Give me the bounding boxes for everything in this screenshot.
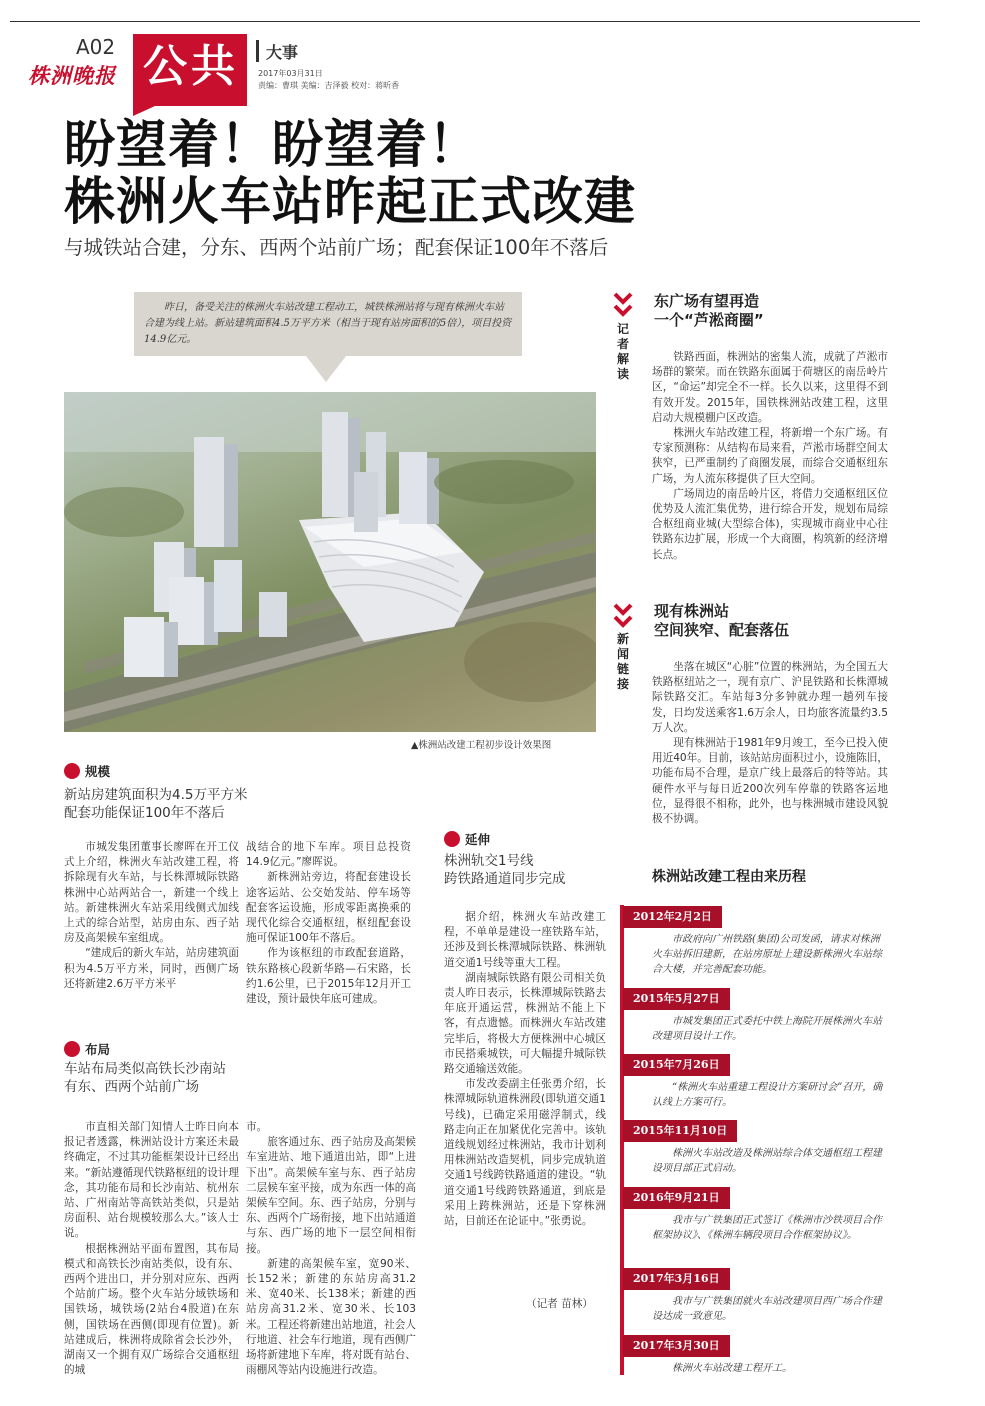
rail2-body [652,660,888,827]
chevron-down-icon [613,603,633,633]
layout-col1-p1: 市直相关部门知情人士昨日向本报记者透露，株洲站设计方案还未最终确定，不过其功能框架设计已经出来。“新站遵循现代铁路枢纽的设计理念，其功能布局和长沙南站、杭州东站、广州南站等高铁站类似，只是站房面积、站台规模较那么大。”该人士说。 [64,1121,239,1240]
headline-line1: 盼望着！盼望着！ [64,116,481,175]
rail2-p2: 现有株洲站于1981年9月竣工，至今已投入使用近40年。目前，该站站房面积过小，设施陈旧，功能布局不合理，是京广线上最落后的特等站。其硬件水平与每日近200次列车停靠的铁路客运地位，显得很不相称，此外，也与株洲城市建设风貌极不协调。 [652,737,888,826]
editor-credits: 责编：曹琪 美编：吉泽毅 校对：蒋昕香 [258,81,400,90]
scale-col1-p2: “建成后的新火车站，站房建筑面积为4.5万平方米，同时，西侧广场还将新建2.6万平方米平 [64,947,239,990]
layout-col1 [64,1120,239,1378]
scale-tag: 规模 [85,764,111,779]
scale-dot [64,763,80,779]
layout-sub2: 有东、西两个站前广场 [64,1079,199,1095]
extend-subtitle [444,852,566,888]
headline-line2: 株洲火车站昨起正式改建 [64,173,637,232]
rail1-title2: 一个“芦淞商圈” [654,311,764,329]
extend-p3: 市发改委副主任张勇介绍，长株潭城际轨道株洲段(即轨道交通1号线)，已确定采用磁浮制式，线路走向正在加紧优化完善中。该轨道线规划经过株洲站，我市计划利用株洲站改造契机，同步完成轨道交通1号线跨铁路通道的建设。“轨道交通1号线跨铁路通道，到底是采用上跨株洲站，还是下穿株洲站，目前还在论证中。”张勇说。 [444,1078,606,1228]
chevron-down-icon [613,292,633,322]
timeline-date-6: 2017年3月16日 [623,1268,730,1290]
column-label: 大事 [266,43,299,62]
photo-caption: ▲株洲站改建工程初步设计效果图 [411,740,552,751]
timeline-text-1: 市政府向广州铁路(集团)公司发函，请求对株洲火车站拆旧建新，在站房原址上建设新株洲火车站综合大楼，并完善配套功能。 [652,934,882,975]
layout-col2-p3: 新建的高架候车室，宽90米、长152米；新建的东站房高31.2米、宽40米、长138米；新建的西站房高31.2米、宽30米、长103米。工程还将新建出站地道，社会人行地道、社会车行地道，现有西侧广场将新建地下车库，将对既有站台、雨棚风等站内设施进行改造。 [246,1257,416,1377]
scale-section-head [64,762,110,780]
rail1-p3: 广场周边的南岳岭片区，将借力交通枢纽区位优势及人流汇集优势，进行综合开发，规划布局综合枢纽商业城(大型综合体)，实现城市商业中心往铁路东边扩展，形成一个大商圈，构筑新的经济增长点。 [652,487,888,561]
timeline-text-3: “株洲火车站重建工程设计方案研讨会”召开，确认线上方案可行。 [652,1082,883,1108]
scale-col2 [246,840,411,1007]
timeline-text-6: 我市与广铁集团就火车站改建项目西广场合作建设达成一致意见。 [652,1296,882,1322]
extend-sub2: 跨铁路通道同步完成 [444,871,566,887]
scale-col1-p1: 市城发集团董事长廖晖在开工仪式上介绍，株洲火车站改建工程，将拆除现有火车站，与长株潭城际铁路株洲中心站两站合一，新建一个线上站。新建株洲火车站采用线侧式加线上式的综合站型，站房由东、西子站房及高架候车室组成。 [64,841,239,945]
lead-box [134,292,522,356]
extend-sub1: 株洲轨交1号线 [444,853,534,869]
timeline-text-4: 株洲火车站改造及株洲站综合体交通枢纽工程建设项目部正式启动。 [652,1148,882,1174]
scale-sub2: 配套功能保证100年不落后 [64,805,225,821]
rail1-p1: 铁路西面，株洲站的密集人流，成就了芦淞市场群的繁荣。而在铁路东面属于荷塘区的南岳岭片区，“命运”却完全不一样。长久以来，这里得不到有效开发。2015年，国铁株洲站改建工程，这里启动大规模棚户区改造。 [652,351,888,424]
rail1-p2: 株洲火车站改建工程，将新增一个东广场。有专家预测称：从结构布局来看，芦淞市场群空间太狭窄，已严重制约了商圈发展，而综合交通枢纽东广场，为人流东移提供了巨大空间。 [652,427,888,485]
extend-byline: （记者 苗林） [526,1298,593,1310]
layout-col1-p2: 根据株洲站平面布置图，其布局模式和高铁长沙南站类似，设有东、西两个进出口，并分别对应东、西两个站前广场。整个火车站分域铁场和国铁场，城铁场(2站台4股道)在东侧，国铁场在西侧(即现有位置)。新站建成后，株洲将成除省会长沙外，湖南又一个拥有双广场综合交通枢纽的城 [64,1242,239,1377]
timeline-date-4: 2015年11月10日 [623,1120,737,1142]
extend-body [444,910,606,1229]
layout-section-head [64,1040,110,1058]
rail1-body [652,350,888,563]
rail2-title [654,602,789,640]
timeline-date-1: 2012年2月2日 [623,906,722,928]
section-badge [133,34,247,106]
rail2-title1: 现有株洲站 [654,602,730,620]
rail1-title1: 东广场有望再造 [654,292,760,310]
extend-tag: 延伸 [465,832,491,847]
rail1-label: 记者解读 [617,322,630,381]
timeline-text-2: 市城发集团正式委托中铁上海院开展株洲火车站改建项目设计工作。 [652,1016,882,1042]
extend-p1: 据介绍，株洲火车站改建工程，不单单是建设一座铁路车站，还涉及到长株潭城际铁路、株洲轨道交通1号线等重大工程。 [444,911,606,969]
layout-subtitle [64,1060,226,1096]
rail2-label: 新闻链接 [617,632,630,691]
scale-subtitle [64,786,247,822]
extend-dot [444,831,460,847]
timeline-title: 株洲站改建工程由来历程 [652,869,806,885]
rail1-chevrons [613,292,633,326]
layout-col2 [246,1120,416,1378]
layout-col2-p2: 旅客通过东、西子站房及高架候车室进站、地下通道出站，即“上进下出”。高架候车室与东、西子站房二层候车室平接，成为东西一体的高架候车空间。东、西子站房，分别与东、西两个广场衔接，地下出站通道与东、西广场的地下一层空间相衔接。 [246,1136,416,1255]
paper-logo: 株洲晚报 [28,63,116,88]
scale-col1 [64,840,239,992]
layout-col2-p1: 市。 [246,1121,268,1133]
rendering-svg [64,392,596,732]
timeline-date-7: 2017年3月30日 [623,1335,730,1357]
rail1-title [654,292,764,330]
masthead-divider [256,40,259,62]
rail2-p1: 坐落在城区“心脏”位置的株洲站，为全国五大铁路枢纽站之一，现有京广、沪昆铁路和长株潭城际铁路交汇。车站每3分多钟就办理一趟列车接发，日均发送乘客1.6万余人，日均旅客流量约3.5万人次。 [652,661,888,734]
page-number: A02 [76,35,116,59]
lead-box-pointer [306,356,346,382]
scale-col2-p2: 新株洲站旁边，将配套建设长途客运站、公交始发站、停车场等配套客运设施，形成零距离换乘的现代化综合交通枢纽，枢纽配套设施可保证100年不落后。 [246,871,411,945]
extend-p2: 湖南城际铁路有限公司相关负责人昨日表示，长株潭城际铁路去年底开通运营，株洲站不能上下客，有点遗憾。而株洲火车站改建完毕后，将极大方便株洲中心城区市民搭乘城铁，可大幅提升城际铁路交通输送效能。 [444,971,606,1076]
lead-text: 昨日，备受关注的株洲火车站改建工程动工，城铁株洲站将与现有株洲火车站合建为线上站。新站建筑面积4.5万平方米（相当于现有站房面积的5倍），项目投资14.9亿元。 [144,302,512,345]
timeline-text-5: 我市与广铁集团正式签订《株洲市沙铁项目合作框架协议》、《株洲车辆段项目合作框架协议》。 [652,1215,882,1241]
extend-section-head [444,830,490,848]
timeline-date-2: 2015年5月27日 [623,988,730,1010]
station-rendering [64,392,596,732]
scale-col2-p3: 作为该枢纽的市政配套道路，铁东路核心段新华路—石宋路，长约1.6公里，已于2015年12月开工建设，预计最快年底可建成。 [246,947,411,1006]
timeline-text-7: 株洲火车站改建工程开工。 [672,1363,792,1374]
scale-sub1: 新站房建筑面积为4.5万平方米 [64,787,248,803]
timeline-date-3: 2015年7月26日 [623,1054,730,1076]
section-label: 公共 [143,41,239,92]
layout-dot [64,1041,80,1057]
top-rule [10,21,920,22]
timeline-date-5: 2016年9月21日 [623,1187,730,1209]
layout-tag: 布局 [85,1042,111,1057]
rail2-title2: 空间狭窄、配套落伍 [654,621,790,639]
layout-sub1: 车站布局类似高铁长沙南站 [64,1061,226,1077]
scale-col2-p1: 战结合的地下车库。项目总投资14.9亿元。”廖晖说。 [246,841,411,869]
issue-date: 2017年03月31日 [258,69,323,78]
headline-deck: 与城铁站合建，分东、西两个站前广场；配套保证100年不落后 [64,236,609,259]
